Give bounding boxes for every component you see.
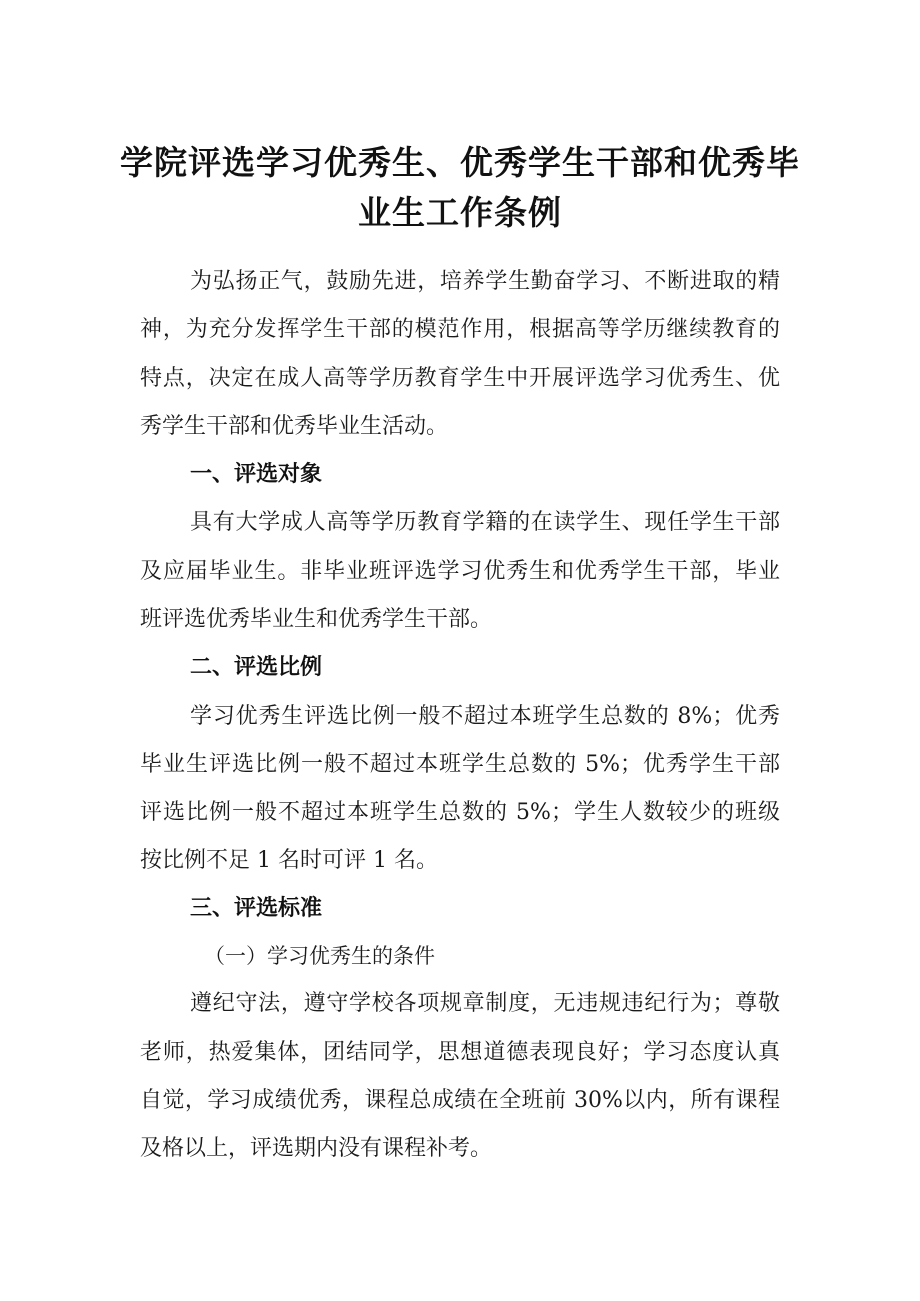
section-3-1-line-1: 遵纪守法，遵守学校各项规章制度，无违规违纪行为；尊敬 [190, 991, 780, 1016]
section-3-1-line-3: 自觉，学习成绩优秀，课程总成绩在全班前 30%以内，所有课程 [140, 1088, 780, 1113]
intro-line-2: 神，为充分发挥学生干部的模范作用，根据高等学历继续教育的 [140, 317, 780, 342]
section-2-line-2: 毕业生评选比例一般不超过本班学生总数的 5%；优秀学生干部 [140, 752, 780, 777]
intro-line-4: 秀学生干部和优秀毕业生活动。 [140, 414, 449, 439]
section-2-line-4: 按比例不足 1 名时可评 1 名。 [140, 848, 438, 873]
section-1-heading: 一、评选对象 [190, 462, 323, 487]
section-2-line-3: 评选比例一般不超过本班学生总数的 5%；学生人数较少的班级 [140, 800, 780, 825]
intro-line-3: 特点，决定在成人高等学历教育学生中开展评选学习优秀生、优 [140, 366, 780, 391]
section-3-1-line-4: 及格以上，评选期内没有课程补考。 [140, 1136, 493, 1161]
section-1-line-3: 班评选优秀毕业生和优秀学生干部。 [140, 607, 493, 632]
section-2-line-1: 学习优秀生评选比例一般不超过本班学生总数的 8%；优秀 [190, 704, 780, 729]
section-1-line-2: 及应届毕业生。非毕业班评选学习优秀生和优秀学生干部，毕业 [140, 559, 780, 584]
section-3-heading: 三、评选标准 [190, 896, 323, 921]
section-3-1-line-2: 老师，热爱集体，团结同学，思想道德表现良好；学习态度认真 [140, 1040, 780, 1065]
section-1-line-1: 具有大学成人高等学历教育学籍的在读学生、现任学生干部 [190, 510, 780, 535]
intro-line-1: 为弘扬正气，鼓励先进，培养学生勤奋学习、不断进取的精 [190, 269, 780, 294]
document-title-line-1: 学院评选学习优秀生、优秀学生干部和优秀毕 [120, 143, 800, 182]
section-2-heading: 二、评选比例 [190, 655, 323, 680]
section-3-subheading-1: （一）学习优秀生的条件 [204, 944, 435, 968]
document-title-line-2: 业生工作条例 [358, 193, 562, 232]
